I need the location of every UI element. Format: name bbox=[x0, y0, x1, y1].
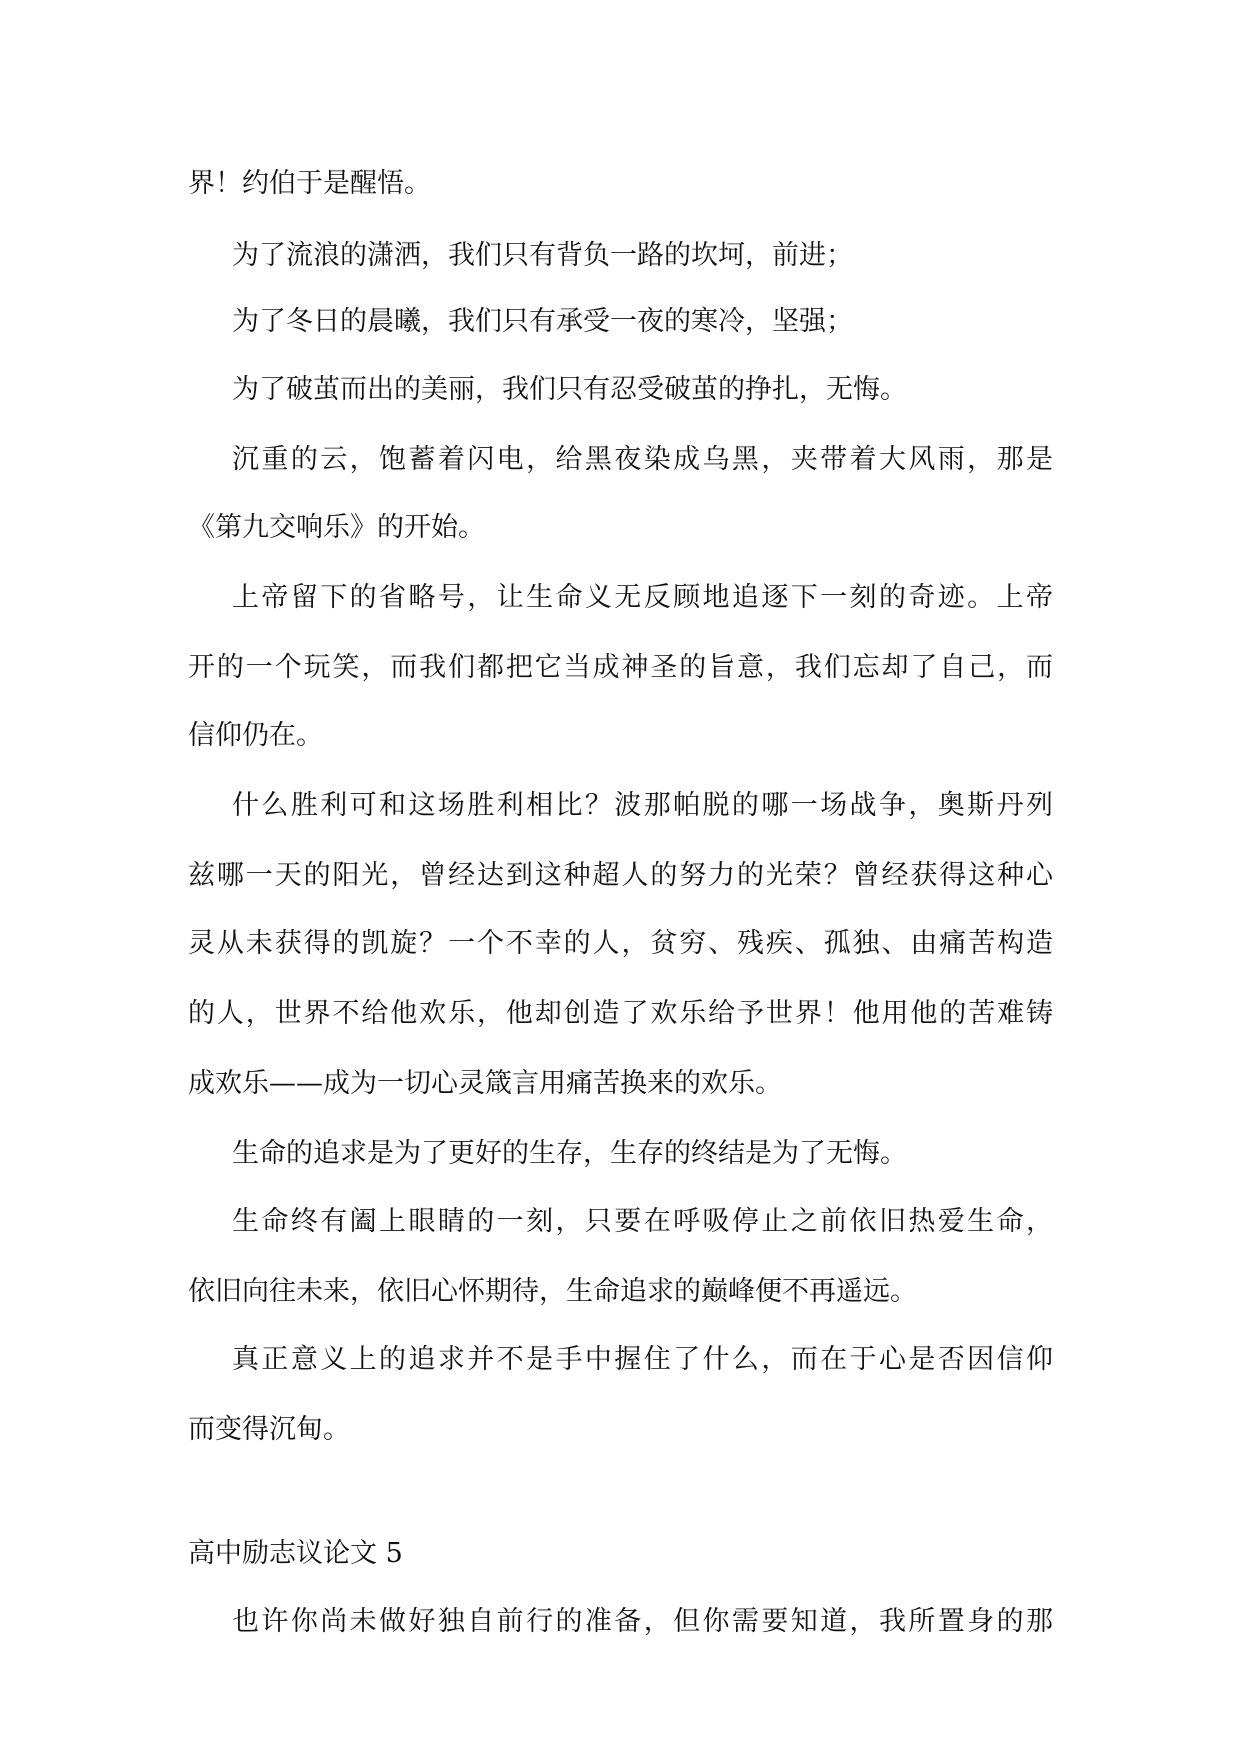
section-heading: 高中励志议论文 5 bbox=[188, 1538, 403, 1569]
text-line: 灵从未获得的凯旋？一个不幸的人，贫穷、残疾、孤独、由痛苦构造 bbox=[188, 928, 1053, 959]
text-line: 上帝留下的省略号，让生命义无反顾地追逐下一刻的奇迹。上帝 bbox=[232, 582, 1053, 613]
text-line: 开的一个玩笑，而我们都把它当成神圣的旨意，我们忘却了自己，而 bbox=[188, 652, 1053, 683]
text-line: 而变得沉甸。 bbox=[188, 1414, 350, 1445]
text-line: 依旧向往未来，依旧心怀期待，生命追求的巅峰便不再遥远。 bbox=[188, 1276, 917, 1307]
text-line: 为了破茧而出的美丽，我们只有忍受破茧的挣扎，无悔。 bbox=[232, 374, 907, 405]
text-line: 沉重的云，饱蓄着闪电，给黑夜染成乌黑，夹带着大风雨，那是 bbox=[232, 444, 1053, 475]
text-line: 《第九交响乐》的开始。 bbox=[188, 512, 485, 543]
text-line: 界！约伯于是醒悟。 bbox=[188, 168, 431, 199]
text-line: 什么胜利可和这场胜利相比？波那帕脱的哪一场战争，奥斯丹列 bbox=[232, 790, 1053, 821]
text-line: 的人，世界不给他欢乐，他却创造了欢乐给予世界！他用他的苦难铸 bbox=[188, 998, 1053, 1029]
text-line: 为了冬日的晨曦，我们只有承受一夜的寒冷，坚强； bbox=[232, 306, 853, 337]
text-line: 兹哪一天的阳光，曾经达到这种超人的努力的光荣？曾经获得这种心 bbox=[188, 860, 1053, 891]
text-line: 为了流浪的潇洒，我们只有背负一路的坎坷，前进； bbox=[232, 240, 853, 271]
text-line: 也许你尚未做好独自前行的准备，但你需要知道，我所置身的那 bbox=[232, 1606, 1053, 1637]
text-line: 生命的追求是为了更好的生存，生存的终结是为了无悔。 bbox=[232, 1138, 907, 1169]
text-line: 信仰仍在。 bbox=[188, 720, 323, 751]
text-line: 生命终有阖上眼睛的一刻，只要在呼吸停止之前依旧热爱生命， bbox=[232, 1206, 1053, 1237]
text-line: 真正意义上的追求并不是手中握住了什么，而在于心是否因信仰 bbox=[232, 1344, 1053, 1375]
text-line: 成欢乐——成为一切心灵箴言用痛苦换来的欢乐。 bbox=[188, 1068, 782, 1099]
